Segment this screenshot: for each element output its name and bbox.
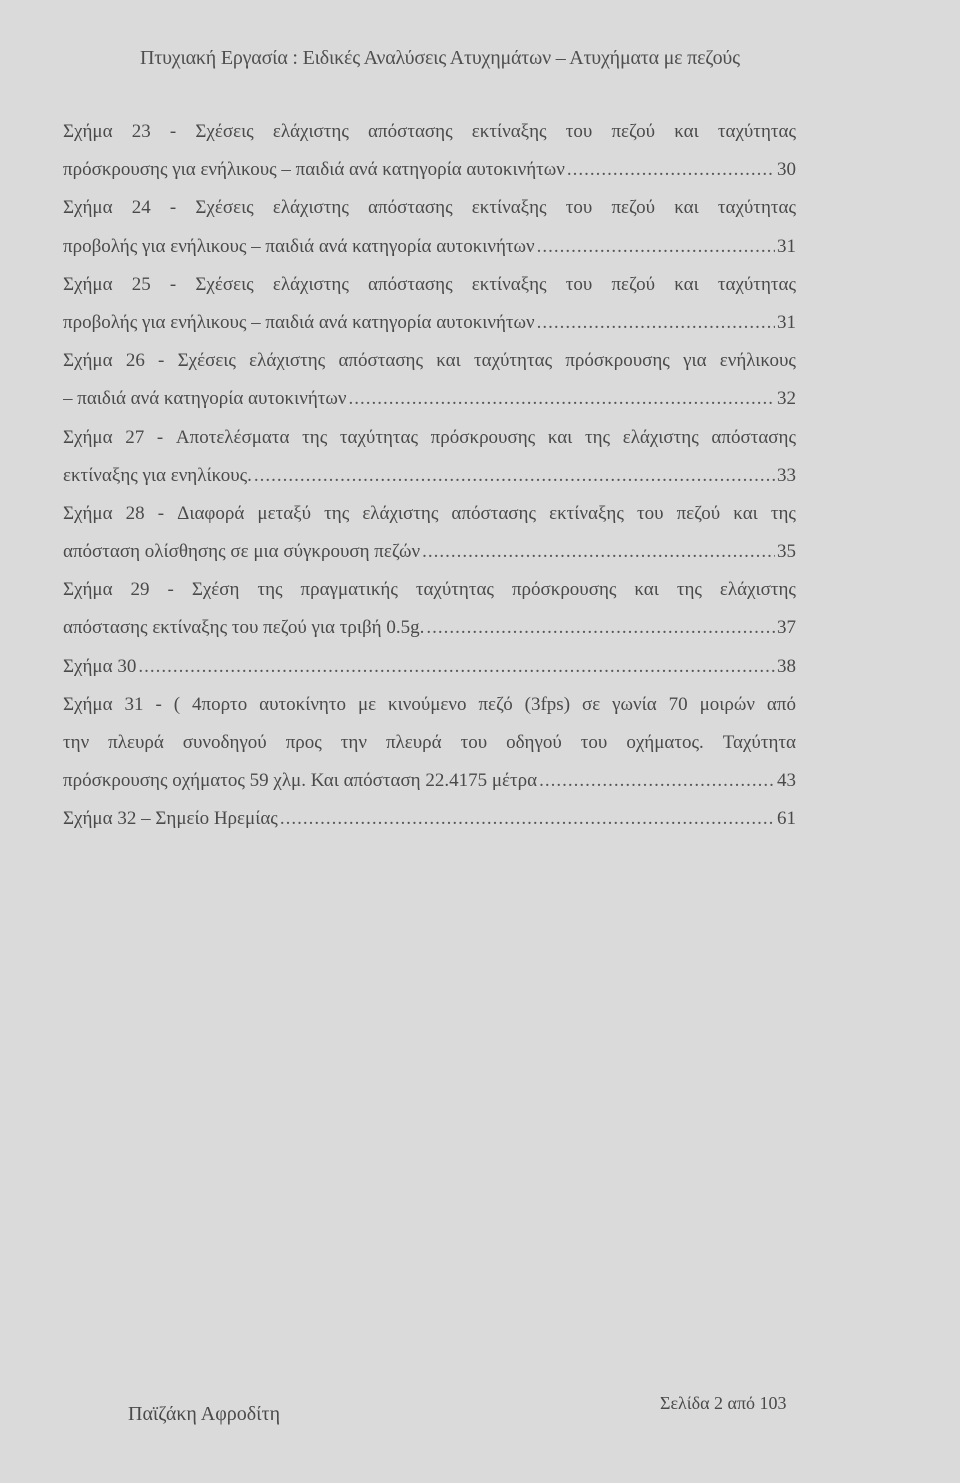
toc-word: για <box>683 350 707 372</box>
toc-word: της <box>302 426 328 448</box>
toc-word: - <box>167 579 174 601</box>
toc-word: πεζού <box>611 197 656 219</box>
toc-entry[interactable] <box>63 495 796 571</box>
toc-word: της <box>584 426 611 448</box>
running-header: Πτυχιακή Εργασία : Ειδικές Αναλύσεις Ατυχημάτων – Ατυχήματα με πεζούς <box>140 47 740 69</box>
toc-word: 29 <box>130 579 150 601</box>
toc-word: ελάχιστης <box>719 579 796 601</box>
dot-leader <box>280 800 775 838</box>
toc-entry[interactable] <box>63 571 796 647</box>
toc-entry-last-line <box>63 609 796 647</box>
toc-entry-line <box>63 724 796 762</box>
toc-entry-text: Σχήμα 32 – Σημείο Ηρεμίας <box>63 808 278 830</box>
toc-entry-text: προβολής για ενήλικους – παιδιά ανά κατηγορία αυτοκινήτων <box>63 311 535 333</box>
toc-word: ελάχιστης <box>272 121 349 142</box>
toc-page-number: 61 <box>777 808 796 830</box>
toc-word: πραγματικής <box>300 579 398 601</box>
dot-leader <box>138 648 775 686</box>
toc-word: οδηγού <box>506 732 562 753</box>
toc-word: και <box>674 273 699 295</box>
toc-word: της <box>324 502 350 524</box>
toc-word: εκτίναξης <box>471 121 547 142</box>
toc-word: την <box>340 732 367 753</box>
toc-word: πρόσκρουσης <box>430 426 536 448</box>
toc-word: 27 <box>125 426 145 448</box>
toc-word: και <box>674 121 699 142</box>
toc-word: πεζό <box>478 693 513 715</box>
toc-page-number: 35 <box>777 541 796 563</box>
toc-word: και <box>674 197 699 219</box>
toc-entry-last-line <box>63 762 796 800</box>
toc-word: γωνία <box>612 693 657 715</box>
toc-page-number: 32 <box>777 388 796 410</box>
toc-page-number: 43 <box>777 770 796 792</box>
toc-word: - <box>158 350 165 372</box>
toc-entry-last-line <box>63 380 796 418</box>
toc-word: πλευρά <box>385 732 442 753</box>
toc-entry[interactable] <box>63 419 796 495</box>
toc-word: 31 <box>124 693 144 715</box>
toc-word: Σχήμα <box>63 693 113 715</box>
toc-entry-last-line <box>63 304 796 342</box>
toc-word: Ταχύτητα <box>722 732 796 753</box>
toc-word: - <box>169 121 177 142</box>
toc-word: 24 <box>131 197 151 219</box>
toc-entry-last-line <box>63 648 796 686</box>
toc-word: 28 <box>125 502 145 524</box>
toc-entry-text: απόσταση ολίσθησης σε μια σύγκρουση πεζών <box>63 541 421 563</box>
toc-word: πρόσκρουσης <box>511 579 617 601</box>
toc-word: σε <box>581 693 601 715</box>
toc-word: - <box>155 693 162 715</box>
toc-entry-text: πρόσκρουσης για ενήλικους – παιδιά ανά κατηγορία αυτοκινήτων <box>63 159 565 181</box>
toc-word: και <box>436 350 461 372</box>
toc-word: του <box>636 502 664 524</box>
toc-entry-text: πρόσκρουσης οχήματος 59 χλμ. Και απόσταση 22.4175 μέτρα <box>63 770 538 792</box>
toc-word: ταχύτητας <box>717 197 796 219</box>
toc-word: Αποτελέσματα <box>175 426 290 448</box>
toc-word: προς <box>285 732 322 753</box>
dot-leader <box>422 533 775 571</box>
toc-word: απόστασης <box>338 350 424 372</box>
toc-word: Σχήμα <box>63 579 113 601</box>
toc-word: κινούμενο <box>388 693 467 715</box>
toc-word: του <box>460 732 488 753</box>
toc-word: 25 <box>131 273 151 295</box>
toc-word: και <box>547 426 573 448</box>
toc-page-number: 30 <box>777 159 796 181</box>
toc-entry[interactable] <box>63 189 796 265</box>
toc-entry-text: Σχήμα 30 <box>63 655 137 677</box>
toc-word: ταχύτητας <box>473 350 553 372</box>
toc-entry-text: προβολής για ενήλικους – παιδιά ανά κατηγορία αυτοκινήτων <box>63 235 535 257</box>
toc-entry[interactable] <box>63 342 796 418</box>
toc-word: - <box>156 426 164 448</box>
toc-word: - <box>169 273 177 295</box>
toc-word: απόστασης <box>368 121 453 142</box>
toc-word: Σχήμα <box>63 426 113 448</box>
dot-leader <box>349 380 776 418</box>
toc-entry-line <box>63 571 796 609</box>
dot-leader <box>254 457 775 495</box>
toc-page-number: 31 <box>777 311 796 333</box>
toc-entry-last-line <box>63 151 796 189</box>
toc-word: Σχήμα <box>63 273 113 295</box>
toc-page-number: 38 <box>777 655 796 677</box>
toc-word: οχήματος. <box>626 732 704 753</box>
dot-leader <box>539 762 775 800</box>
toc-word: ενήλικους <box>719 350 796 372</box>
toc-word: αυτοκίνητο <box>259 693 346 715</box>
toc-word: ελάχιστης <box>249 350 326 372</box>
toc-word: Σχήμα <box>63 121 113 142</box>
toc-word: Σχέσεις <box>195 197 254 219</box>
toc-entry[interactable] <box>63 648 796 686</box>
toc-word: πλευρά <box>108 732 164 753</box>
toc-entry-line <box>63 189 796 227</box>
toc-word: πρόσκρουσης <box>565 350 670 372</box>
toc-word: Σχήμα <box>63 197 113 219</box>
toc-word: από <box>766 693 796 715</box>
toc-entry-text: – παιδιά ανά κατηγορία αυτοκινήτων <box>63 388 347 410</box>
toc-page-number: 33 <box>777 464 796 486</box>
toc-entry-last-line <box>63 457 796 495</box>
toc-word: Σχήμα <box>63 502 113 524</box>
toc-word: της <box>676 579 702 601</box>
toc-word: ταχύτητας <box>415 579 494 601</box>
dot-leader <box>426 609 775 647</box>
toc-word: του <box>580 732 608 753</box>
toc-entry-line <box>63 419 796 457</box>
toc-word: Σχήμα <box>63 350 113 372</box>
toc-word: - <box>169 197 177 219</box>
toc-entry[interactable] <box>63 113 796 189</box>
toc-word: 26 <box>125 350 145 372</box>
toc-word: εκτίναξης <box>471 273 547 295</box>
toc-word: απόστασης <box>368 197 453 219</box>
toc-entry-line <box>63 342 796 380</box>
toc-word: 70 <box>668 693 688 715</box>
toc-word: (3fps) <box>524 693 571 715</box>
toc-word: Σχέσεις <box>195 121 254 142</box>
toc-word: ταχύτητας <box>339 426 419 448</box>
toc-word: 23 <box>131 121 151 142</box>
toc-word: του <box>565 121 593 142</box>
dot-leader <box>537 304 775 342</box>
toc-word: 4πορτο <box>191 693 248 715</box>
toc-word: Διαφορά <box>177 502 245 524</box>
toc-word: απόστασης <box>368 273 453 295</box>
toc-word: μοιρών <box>699 693 755 715</box>
toc-entry-last-line <box>63 228 796 266</box>
toc-entry[interactable] <box>63 686 796 801</box>
toc-word: ( <box>173 693 181 715</box>
dot-leader <box>537 228 775 266</box>
toc-word: την <box>63 732 90 753</box>
toc-word: απόστασης <box>711 426 796 448</box>
toc-entry[interactable] <box>63 800 796 838</box>
footer-page-number: Σελίδα 2 από 103 <box>660 1393 787 1413</box>
toc-word: μεταξύ <box>257 502 312 524</box>
toc-entry-line <box>63 686 796 724</box>
toc-entry-line <box>63 266 796 304</box>
toc-entry-last-line <box>63 800 796 838</box>
toc-word: ελάχιστης <box>272 197 349 219</box>
toc-word: ελάχιστης <box>272 273 349 295</box>
list-of-figures <box>63 113 796 839</box>
toc-word: εκτίναξης <box>549 502 624 524</box>
toc-word: Σχέση <box>191 579 240 601</box>
toc-word: συνοδηγού <box>182 732 267 753</box>
toc-entry[interactable] <box>63 266 796 342</box>
toc-entry-line <box>63 495 796 533</box>
toc-word: και <box>733 502 758 524</box>
toc-word: πεζού <box>676 502 721 524</box>
toc-entry-line <box>63 113 796 151</box>
toc-entry-text: εκτίναξης για ενηλίκους. <box>63 464 252 486</box>
toc-page-number: 31 <box>777 235 796 257</box>
dot-leader <box>567 151 775 189</box>
toc-word: Σχέσεις <box>177 350 236 372</box>
toc-word: ελάχιστης <box>622 426 699 448</box>
toc-word: ταχύτητας <box>717 273 796 295</box>
toc-word: και <box>634 579 659 601</box>
toc-word: Σχέσεις <box>195 273 254 295</box>
toc-word: του <box>565 197 593 219</box>
toc-page-number: 37 <box>777 617 796 639</box>
toc-word: - <box>157 502 165 524</box>
footer-author: Παϊζάκη Αφροδίτη <box>128 1403 281 1425</box>
toc-entry-last-line <box>63 533 796 571</box>
toc-word: πεζού <box>611 273 656 295</box>
toc-word: ελάχιστης <box>362 502 439 524</box>
toc-word: του <box>565 273 593 295</box>
toc-word: της <box>257 579 283 601</box>
toc-word: πεζού <box>611 121 656 142</box>
toc-word: απόστασης <box>451 502 537 524</box>
toc-word: εκτίναξης <box>471 197 547 219</box>
toc-word: ταχύτητας <box>717 121 796 142</box>
toc-word: της <box>770 502 796 524</box>
toc-entry-text: απόστασης εκτίναξης του πεζού για τριβή 0.5g. <box>63 617 425 639</box>
toc-word: με <box>357 693 377 715</box>
